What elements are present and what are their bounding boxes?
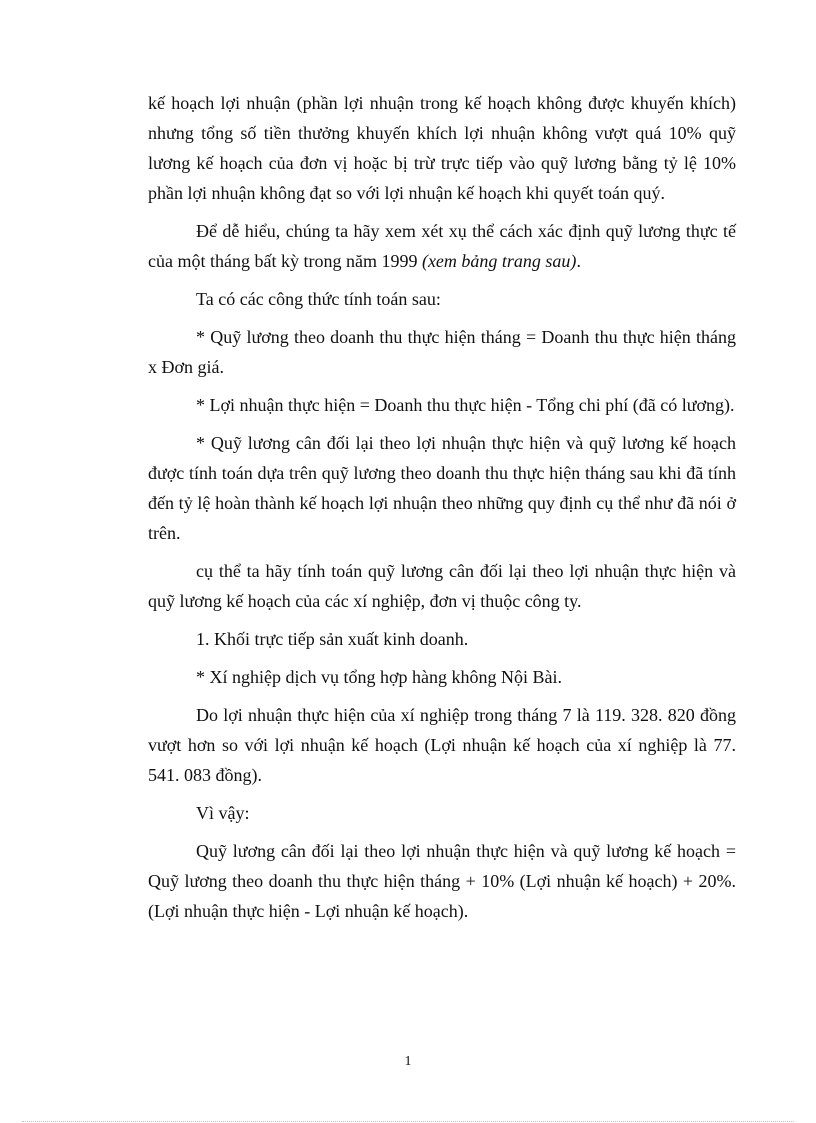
paragraph: Vì vậy: xyxy=(196,803,250,823)
page-bottom-divider xyxy=(22,1121,794,1122)
document-body xyxy=(148,88,736,934)
paragraph: 1. Khối trực tiếp sản xuất kinh doanh. xyxy=(196,629,469,649)
paragraph: Để dễ hiểu, chúng ta hãy xem xét xụ thể cách xác định quỹ lương thực tế của một tháng bất kỳ trong năm 1999 (xem bảng trang sau). xyxy=(148,221,736,271)
paragraph: * Quỹ lương cân đối lại theo lợi nhuận thực hiện và quỹ lương kế hoạch được tính toán dựa trên quỹ lương theo doanh thu thực hiện tháng sau khi đã tính đến tỷ lệ hoàn thành kế hoạch lợi nhuận theo những quy định cụ thể như đã nói ở trên. xyxy=(148,433,736,543)
paragraph: Ta có các công thức tính toán sau: xyxy=(196,289,441,309)
italic-note: (xem bảng trang sau) xyxy=(421,251,577,271)
paragraph: kế hoạch lợi nhuận (phần lợi nhuận trong kế hoạch không được khuyến khích) nhưng tổng số tiền thưởng khuyến khích lợi nhuận không vượt quá 10% quỹ lương kế hoạch của đơn vị hoặc bị trừ trực tiếp vào quỹ lương bằng tỷ lệ 10% phần lợi nhuận không đạt so với lợi nhuận kế hoạch khi quyết toán quý. xyxy=(148,93,736,203)
paragraph: Quỹ lương cân đối lại theo lợi nhuận thực hiện và quỹ lương kế hoạch = Quỹ lương theo doanh thu thực hiện tháng + 10% (Lợi nhuận kế hoạch) + 20%. (Lợi nhuận thực hiện - Lợi nhuận kế hoạch). xyxy=(148,841,736,921)
paragraph-text: Để dễ hiểu, chúng ta hãy xem xét xụ thể cách xác định quỹ lương thực tế của một tháng bất kỳ trong năm 1999 xyxy=(148,221,736,271)
paragraph: * Xí nghiệp dịch vụ tổng hợp hàng không Nội Bài. xyxy=(196,667,562,687)
page-number: 1 xyxy=(404,1054,412,1069)
paragraph: * Quỹ lương theo doanh thu thực hiện tháng = Doanh thu thực hiện tháng x Đơn giá. xyxy=(148,327,736,377)
paragraph: * Lợi nhuận thực hiện = Doanh thu thực hiện - Tổng chi phí (đã có lương). xyxy=(196,395,735,415)
paragraph: Do lợi nhuận thực hiện của xí nghiệp trong tháng 7 là 119. 328. 820 đồng vượt hơn so với lợi nhuận kế hoạch (Lợi nhuận kế hoạch của xí nghiệp là 77. 541. 083 đồng). xyxy=(148,705,736,785)
paragraph: cụ thể ta hãy tính toán quỹ lương cân đối lại theo lợi nhuận thực hiện và quỹ lương kế hoạch của các xí nghiệp, đơn vị thuộc công ty. xyxy=(148,561,736,611)
